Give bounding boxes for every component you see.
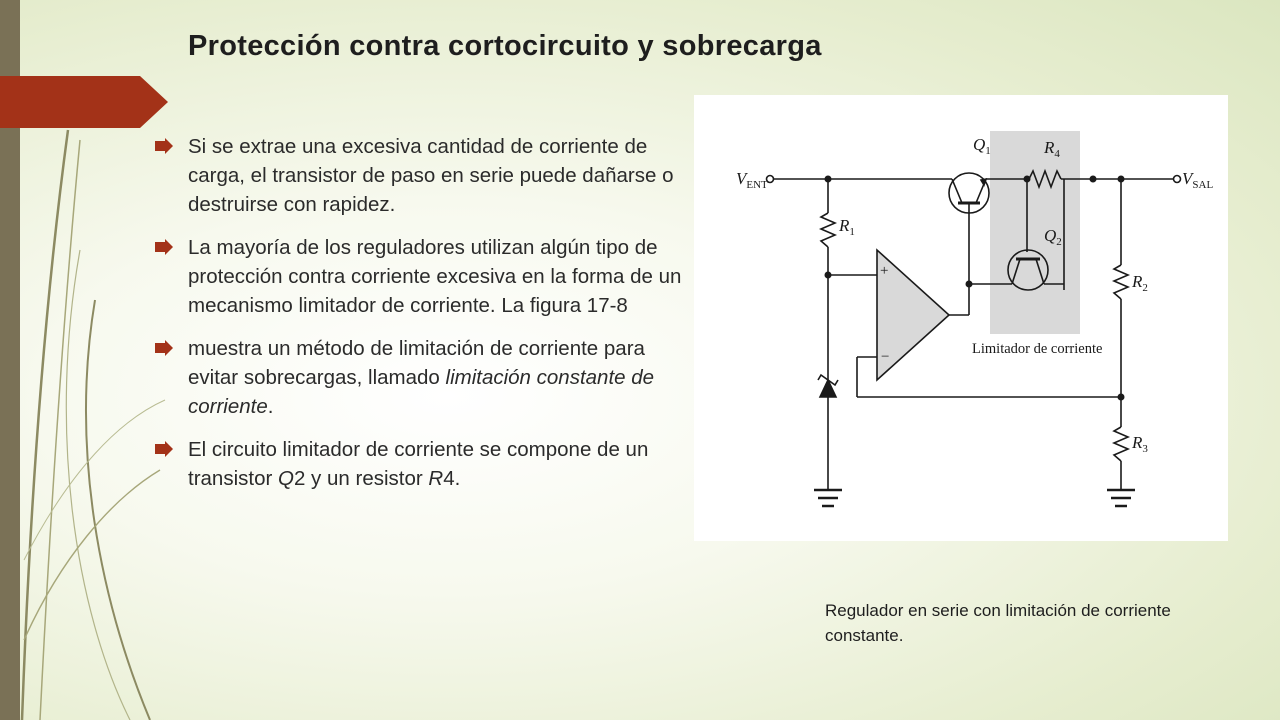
- vout-label: $V_{SAL}$: [1182, 169, 1214, 191]
- bullet-var-r: R: [428, 467, 444, 490]
- page-title: Protección contra cortocircuito y sobrecarga: [188, 30, 822, 62]
- q1-label: $Q_1$: [973, 135, 991, 157]
- bullet-emphasis: limitación constante de corriente: [188, 366, 655, 418]
- limiter-box: [990, 131, 1080, 334]
- op-amp-plus: +: [880, 263, 889, 279]
- op-amp-minus: −: [881, 349, 890, 365]
- accent-tab: [0, 76, 170, 128]
- bullet-text: muestra un método de limitación de corriente para evitar sobrecargas, llamado: [188, 337, 645, 389]
- r2-label: $R_2$: [1132, 272, 1148, 294]
- r1-resistor: [821, 213, 835, 247]
- bullet-text: Si se extrae una excesiva cantidad de corriente de carga, el transistor de paso en serie puede dañarse o destruirse con rapidez.: [188, 135, 674, 216]
- bullet-arrow-icon: [155, 340, 173, 356]
- figure-caption: Regulador en serie con limitación de corriente constante.: [825, 601, 1171, 645]
- r3-label: $R_3$: [1132, 433, 1148, 455]
- zener-diode: [820, 380, 836, 397]
- bullet-arrow-icon: [155, 239, 173, 255]
- bullet-arrow-icon: [155, 441, 173, 457]
- list-item: [155, 233, 700, 320]
- bullet-text-end: .: [267, 395, 274, 418]
- bullet-text-end: 4.: [443, 467, 461, 490]
- limiter-label: Limitador de corriente: [972, 341, 1103, 357]
- bullet-text: La mayoría de los reguladores utilizan algún tipo de protección contra corriente excesiva en la forma de un mecanismo limitador de corriente. La figura 17-8: [188, 236, 682, 317]
- r3-resistor: [1114, 427, 1128, 461]
- bullet-list: [155, 132, 700, 507]
- bullet-arrow-icon: [155, 138, 173, 154]
- list-item: [155, 435, 700, 493]
- list-item: [155, 334, 700, 421]
- r1-label: $R_1$: [839, 216, 855, 238]
- r2-resistor: [1114, 265, 1128, 299]
- bullet-text-mid: 2 y un resistor: [293, 467, 429, 490]
- r4-label: $R_4$: [1044, 138, 1060, 160]
- bullet-text: El circuito limitador de corriente se compone de un transistor: [188, 438, 649, 490]
- circuit-figure: [694, 95, 1228, 541]
- list-item: [155, 132, 700, 219]
- circuit-diagram: [694, 95, 1228, 541]
- q2-label: $Q_2$: [1044, 226, 1062, 248]
- vin-label: $V_{ENT}$: [736, 169, 768, 191]
- bullet-var-q: Q: [278, 467, 294, 490]
